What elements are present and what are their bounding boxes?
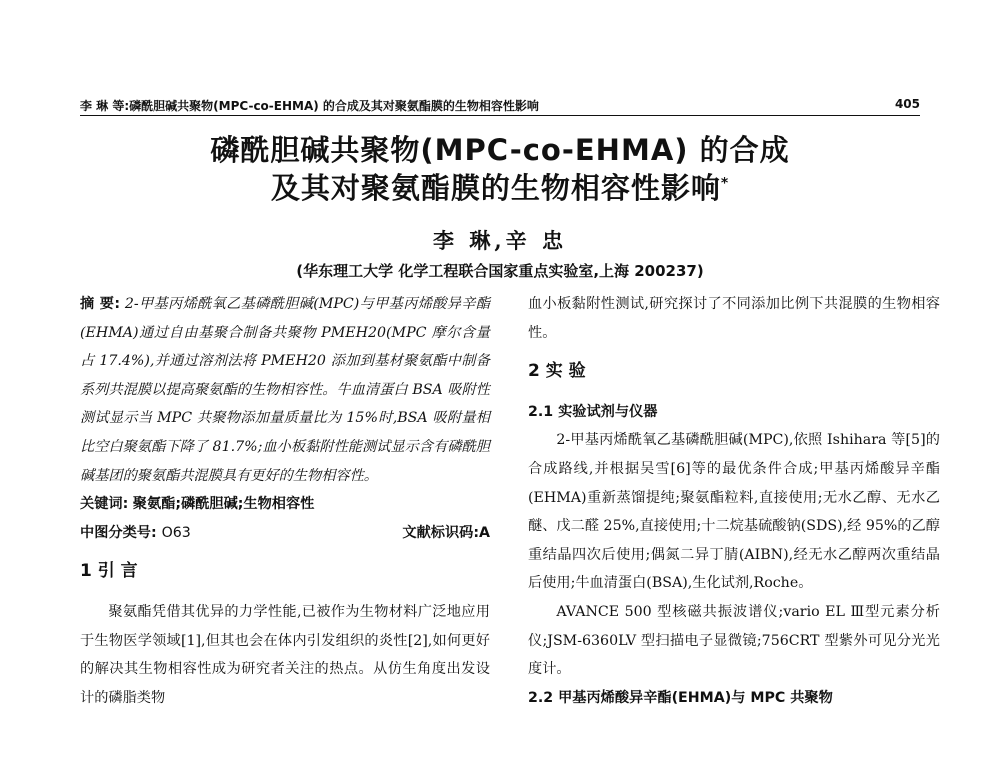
section1-paragraph: 聚氨酯凭借其优异的力学性能,已被作为生物材料广泛地应用于生物医学领域[1],但其也会在体内引发组织的炎性[2],如何更好的解决其生物相容性成为研究者关注的热点。从仿生角度出发设计的磷脂类物 bbox=[80, 603, 490, 706]
section1-heading: 1 引 言 bbox=[80, 561, 138, 582]
right-column bbox=[528, 290, 940, 712]
running-title: 李 琳 等:磷酰胆碱共聚物(MPC-co-EHMA) 的合成及其对聚氨酯膜的生物相容性影响 bbox=[80, 99, 539, 113]
continuation-text: 血小板黏附性测试,研究探讨了不同添加比例下共混膜的生物相容性。 bbox=[528, 296, 940, 341]
instruments-paragraph: AVANCE 500 型核磁共振波谱仪;vario EL Ⅲ型元素分析仪;JSM-6360LV 型扫描电子显微镜;756CRT 型紫外可见分光光度计。 bbox=[528, 603, 940, 678]
clc-label: 中图分类号: bbox=[80, 524, 157, 541]
title-line-2 bbox=[0, 166, 1000, 207]
abstract bbox=[80, 290, 490, 490]
keywords-text: 聚氨酯;磷酰胆碱;生物相容性 bbox=[132, 496, 315, 513]
reagents-paragraph: 2-甲基丙烯酰氧乙基磷酰胆碱(MPC),依照 Ishihara 等[5]的合成路线,并根据吴雪[6]等的最优条件合成;甲基丙烯酸异辛酯(EHMA)重新蒸馏提纯;聚氨酯粒料,直接使用;无水乙醇、无水乙醚、戊二醛 25%,直接使用;十二烷基硫酸钠(SDS),经 95%的乙醇重结晶四次后使用;偶氮二异丁腈(AIBN),经无水乙醇两次重结晶后使用;牛血清蛋白(BSA),生化试剂,Roche。 bbox=[528, 432, 940, 592]
page-number: 405 bbox=[894, 97, 920, 111]
subsection-2-1-heading: 2.1 实验试剂与仪器 bbox=[528, 403, 658, 420]
abstract-text: 2-甲基丙烯酰氧乙基磷酰胆碱(MPC)与甲基丙烯酸异辛酯(EHMA)通过自由基聚合制备共聚物 PMEH20(MPC 摩尔含量占 17.4%),并通过溶剂法将 PMEH20 添加到基材聚氨酯中制备系列共混膜以提高聚氨酯的生物相容性。牛血清蛋白 BSA 吸附性测试显示当 MPC 共聚物添加量质量比为 15%时,BSA 吸附量相比空白聚氨酯下降了 81.7%;血小板黏附性能测试显示含有磷酰胆碱基团的聚氨酯共混膜具有更好的生物相容性。 bbox=[80, 296, 490, 484]
doc-code bbox=[402, 519, 490, 548]
keywords bbox=[80, 490, 490, 519]
classification-row bbox=[80, 519, 490, 548]
running-header bbox=[80, 97, 920, 114]
section2-heading: 2 实 验 bbox=[528, 361, 586, 382]
left-column bbox=[80, 290, 490, 712]
affiliation: (华东理工大学 化学工程联合国家重点实验室,上海 200237) bbox=[296, 262, 704, 280]
title-line-2-text: 及其对聚氨酯膜的生物相容性影响 bbox=[270, 171, 721, 205]
doc-label: 文献标识码: bbox=[402, 524, 480, 541]
header-rule bbox=[80, 115, 920, 116]
subsection-2-2-heading: 2.2 甲基丙烯酸异辛酯(EHMA)与 MPC 共聚物 bbox=[528, 689, 833, 706]
authors: 李 琳,辛 忠 bbox=[433, 228, 567, 253]
title-line-1: 磷酰胆碱共聚物(MPC-co-EHMA) 的合成 bbox=[210, 133, 790, 167]
title-footnote-mark: * bbox=[720, 175, 730, 192]
clc bbox=[80, 519, 191, 548]
clc-value: O63 bbox=[161, 524, 191, 541]
keywords-label: 关键词: bbox=[80, 496, 129, 513]
abstract-label: 摘 要: bbox=[80, 296, 120, 312]
doc-value: A bbox=[479, 524, 490, 541]
